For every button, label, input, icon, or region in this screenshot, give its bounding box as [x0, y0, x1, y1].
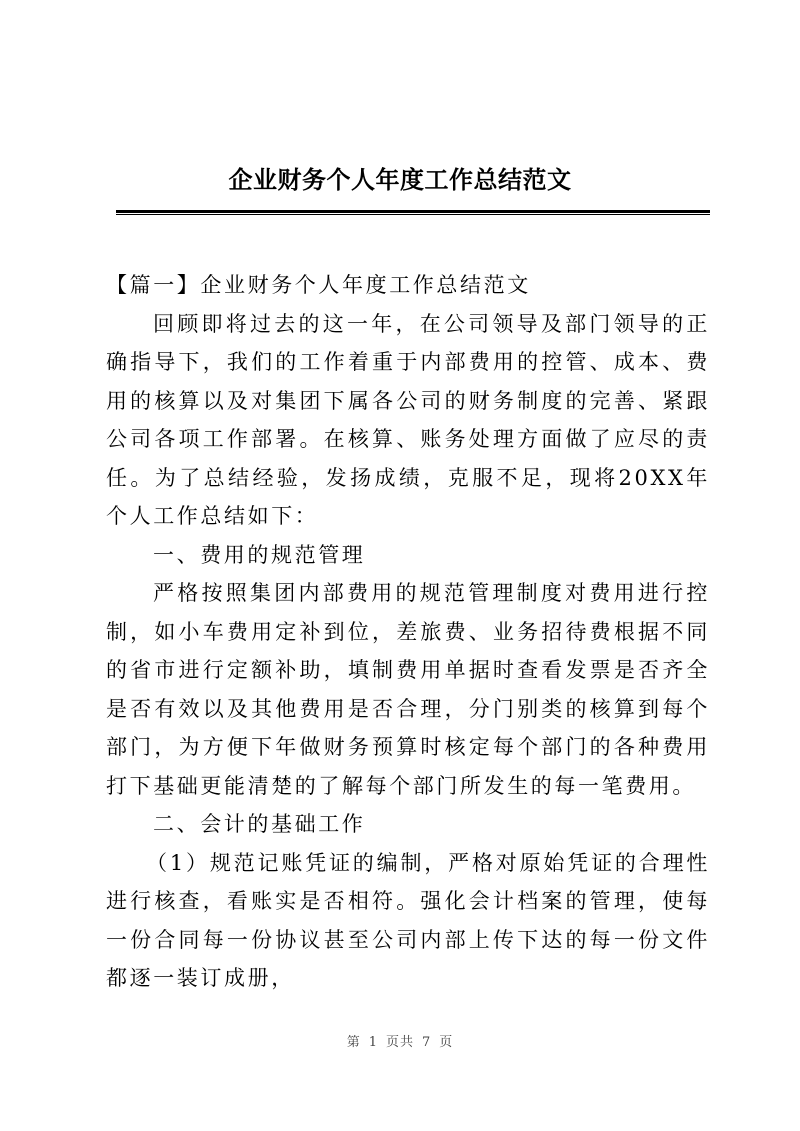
- footer-total-pages: 7: [422, 1035, 432, 1050]
- document-body: [106, 266, 710, 998]
- page-footer: [0, 1031, 800, 1050]
- paragraph-expense-management: 严格按照集团内部费用的规范管理制度对费用进行控制，如小车费用定补到位，差旅费、业务招待费根据不同的省市进行定额补助，填制费用单据时查看发票是否齐全是否有效以及其他费用是否合理，分门别类的核算到每个部门，为方便下年做财务预算时核定每个部门的各种费用打下基础更能清楚的了解每个部门所发生的每一笔费用。: [106, 581, 710, 798]
- paragraph-accounting-basics: （1）规范记账凭证的编制，严格对原始凭证的合理性进行核查，看账实是否相符。强化会计档案的管理，使每一份合同每一份协议甚至公司内部上传下达的每一份文件都逐一装订成册，: [106, 850, 710, 990]
- section-heading: 【篇一】企业财务个人年度工作总结范文: [106, 273, 531, 297]
- document-title: 企业财务个人年度工作总结范文: [228, 165, 572, 194]
- footer-current-page: 1: [368, 1035, 378, 1050]
- intro-paragraph: 回顾即将过去的这一年，在公司领导及部门领导的正确指导下，我们的工作着重于内部费用的控管、成本、费用的核算以及对集团下属各公司的财务制度的完善、紧跟公司各项工作部署。在核算、账务处理方面做了应尽的责任。为了总结经验，发扬成绩，克服不足，现将20XX年个人工作总结如下：: [106, 311, 710, 528]
- title-underline-thick: [116, 210, 710, 213]
- footer-label-pages: 页: [439, 1035, 454, 1050]
- title-underline-thin: [116, 214, 710, 215]
- subheading-expense-management: 一、费用的规范管理: [153, 542, 366, 567]
- subheading-accounting-basics: 二、会计的基础工作: [153, 812, 366, 836]
- footer-label-of: 页共: [385, 1035, 414, 1050]
- footer-label-page: 第: [346, 1035, 361, 1050]
